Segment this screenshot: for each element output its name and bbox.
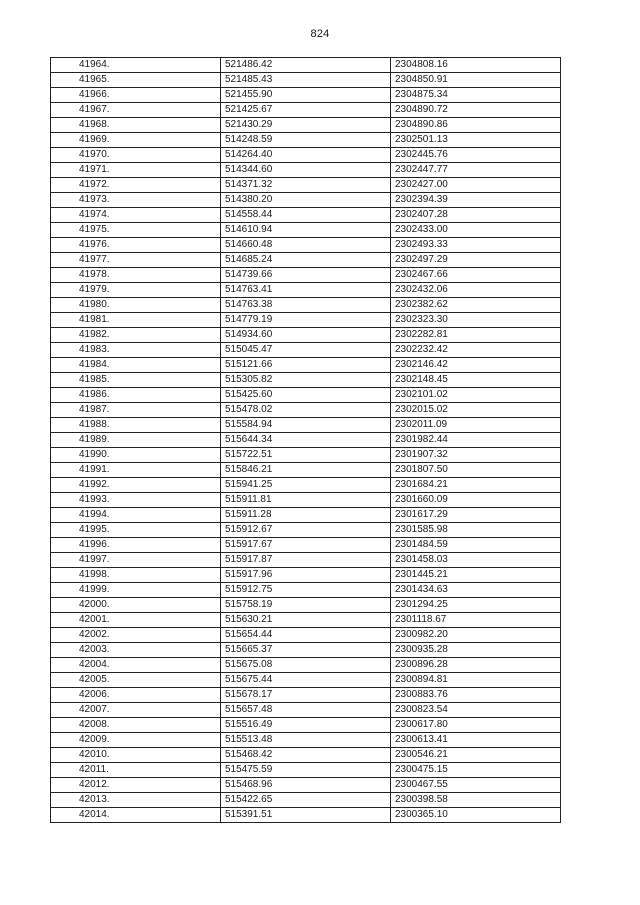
point-number-cell: 42002. [51, 628, 221, 643]
x-coordinate-cell: 515722.51 [221, 448, 391, 463]
y-coordinate-cell: 2302101.02 [391, 388, 561, 403]
point-number-cell: 42014. [51, 808, 221, 823]
table-row [51, 223, 561, 238]
point-number-cell: 41999. [51, 583, 221, 598]
point-number-cell: 42010. [51, 748, 221, 763]
point-number-cell: 41974. [51, 208, 221, 223]
y-coordinate-cell: 2301458.03 [391, 553, 561, 568]
y-coordinate-cell: 2302232.42 [391, 343, 561, 358]
y-coordinate-cell: 2301982.44 [391, 433, 561, 448]
x-coordinate-cell: 515045.47 [221, 343, 391, 358]
y-coordinate-cell: 2300617.80 [391, 718, 561, 733]
y-coordinate-cell: 2302447.77 [391, 163, 561, 178]
y-coordinate-cell: 2300546.21 [391, 748, 561, 763]
point-number-cell: 41990. [51, 448, 221, 463]
table-row [51, 238, 561, 253]
point-number-cell: 41980. [51, 298, 221, 313]
y-coordinate-cell: 2300894.81 [391, 673, 561, 688]
y-coordinate-cell: 2300613.41 [391, 733, 561, 748]
table-row [51, 253, 561, 268]
point-number-cell: 42012. [51, 778, 221, 793]
point-number-cell: 42009. [51, 733, 221, 748]
y-coordinate-cell: 2304890.86 [391, 118, 561, 133]
table-row [51, 628, 561, 643]
x-coordinate-cell: 515478.02 [221, 403, 391, 418]
table-row [51, 733, 561, 748]
table-row [51, 463, 561, 478]
point-number-cell: 41970. [51, 148, 221, 163]
y-coordinate-cell: 2302501.13 [391, 133, 561, 148]
x-coordinate-cell: 514739.66 [221, 268, 391, 283]
y-coordinate-cell: 2302497.29 [391, 253, 561, 268]
point-number-cell: 41964. [51, 58, 221, 73]
point-number-cell: 41984. [51, 358, 221, 373]
x-coordinate-cell: 515657.48 [221, 703, 391, 718]
table-row [51, 643, 561, 658]
point-number-cell: 41995. [51, 523, 221, 538]
table-row [51, 298, 561, 313]
table-row [51, 73, 561, 88]
point-number-cell: 41972. [51, 178, 221, 193]
table-row [51, 358, 561, 373]
table-row [51, 553, 561, 568]
y-coordinate-cell: 2302148.45 [391, 373, 561, 388]
x-coordinate-cell: 514779.19 [221, 313, 391, 328]
y-coordinate-cell: 2304875.34 [391, 88, 561, 103]
table-row [51, 388, 561, 403]
y-coordinate-cell: 2301660.09 [391, 493, 561, 508]
point-number-cell: 41997. [51, 553, 221, 568]
table-row [51, 793, 561, 808]
y-coordinate-cell: 2302493.33 [391, 238, 561, 253]
point-number-cell: 41979. [51, 283, 221, 298]
point-number-cell: 42003. [51, 643, 221, 658]
x-coordinate-cell: 515584.94 [221, 418, 391, 433]
x-coordinate-cell: 515513.48 [221, 733, 391, 748]
x-coordinate-cell: 515468.42 [221, 748, 391, 763]
y-coordinate-cell: 2304890.72 [391, 103, 561, 118]
table-row [51, 178, 561, 193]
point-number-cell: 42007. [51, 703, 221, 718]
point-number-cell: 41971. [51, 163, 221, 178]
y-coordinate-cell: 2300823.54 [391, 703, 561, 718]
x-coordinate-cell: 514610.94 [221, 223, 391, 238]
table-row [51, 778, 561, 793]
point-number-cell: 42011. [51, 763, 221, 778]
table-row [51, 718, 561, 733]
x-coordinate-cell: 514248.59 [221, 133, 391, 148]
x-coordinate-cell: 515475.59 [221, 763, 391, 778]
table-row [51, 538, 561, 553]
point-number-cell: 41978. [51, 268, 221, 283]
x-coordinate-cell: 515846.21 [221, 463, 391, 478]
point-number-cell: 42001. [51, 613, 221, 628]
x-coordinate-cell: 515917.87 [221, 553, 391, 568]
point-number-cell: 41968. [51, 118, 221, 133]
point-number-cell: 41977. [51, 253, 221, 268]
table-row [51, 193, 561, 208]
x-coordinate-cell: 515917.96 [221, 568, 391, 583]
x-coordinate-cell: 515654.44 [221, 628, 391, 643]
table-row [51, 583, 561, 598]
x-coordinate-cell: 515911.28 [221, 508, 391, 523]
x-coordinate-cell: 515644.34 [221, 433, 391, 448]
y-coordinate-cell: 2301585.98 [391, 523, 561, 538]
point-number-cell: 42000. [51, 598, 221, 613]
table-row [51, 403, 561, 418]
y-coordinate-cell: 2301294.25 [391, 598, 561, 613]
point-number-cell: 41985. [51, 373, 221, 388]
x-coordinate-cell: 515912.67 [221, 523, 391, 538]
x-coordinate-cell: 514380.20 [221, 193, 391, 208]
x-coordinate-cell: 514660.48 [221, 238, 391, 253]
table-row [51, 328, 561, 343]
y-coordinate-cell: 2300883.76 [391, 688, 561, 703]
point-number-cell: 41987. [51, 403, 221, 418]
y-coordinate-cell: 2302432.06 [391, 283, 561, 298]
point-number-cell: 41975. [51, 223, 221, 238]
table-row [51, 763, 561, 778]
x-coordinate-cell: 515305.82 [221, 373, 391, 388]
y-coordinate-cell: 2302015.02 [391, 403, 561, 418]
table-row [51, 478, 561, 493]
point-number-cell: 41983. [51, 343, 221, 358]
x-coordinate-cell: 515665.37 [221, 643, 391, 658]
point-number-cell: 42004. [51, 658, 221, 673]
table-row [51, 163, 561, 178]
page-number: 824 [310, 28, 330, 40]
table-row [51, 598, 561, 613]
table-row [51, 433, 561, 448]
table-body [51, 58, 561, 823]
table-row [51, 208, 561, 223]
table-row [51, 58, 561, 73]
table-row [51, 703, 561, 718]
x-coordinate-cell: 521485.43 [221, 73, 391, 88]
table-row [51, 658, 561, 673]
y-coordinate-cell: 2301118.67 [391, 613, 561, 628]
x-coordinate-cell: 521486.42 [221, 58, 391, 73]
x-coordinate-cell: 515758.19 [221, 598, 391, 613]
point-number-cell: 41967. [51, 103, 221, 118]
point-number-cell: 41988. [51, 418, 221, 433]
y-coordinate-cell: 2301434.63 [391, 583, 561, 598]
y-coordinate-cell: 2301484.59 [391, 538, 561, 553]
point-number-cell: 41982. [51, 328, 221, 343]
point-number-cell: 41992. [51, 478, 221, 493]
x-coordinate-cell: 515917.67 [221, 538, 391, 553]
y-coordinate-cell: 2302427.00 [391, 178, 561, 193]
table-row [51, 313, 561, 328]
y-coordinate-cell: 2301445.21 [391, 568, 561, 583]
x-coordinate-cell: 515912.75 [221, 583, 391, 598]
x-coordinate-cell: 514763.41 [221, 283, 391, 298]
y-coordinate-cell: 2301617.29 [391, 508, 561, 523]
y-coordinate-cell: 2300398.58 [391, 793, 561, 808]
table-row [51, 373, 561, 388]
y-coordinate-cell: 2304850.91 [391, 73, 561, 88]
table-row [51, 418, 561, 433]
table-row [51, 748, 561, 763]
point-number-cell: 41998. [51, 568, 221, 583]
x-coordinate-cell: 514685.24 [221, 253, 391, 268]
x-coordinate-cell: 515425.60 [221, 388, 391, 403]
point-number-cell: 41976. [51, 238, 221, 253]
x-coordinate-cell: 515391.51 [221, 808, 391, 823]
y-coordinate-cell: 2301907.32 [391, 448, 561, 463]
x-coordinate-cell: 514371.32 [221, 178, 391, 193]
x-coordinate-cell: 521455.90 [221, 88, 391, 103]
table-row [51, 613, 561, 628]
coordinates-table [50, 57, 561, 823]
y-coordinate-cell: 2302467.66 [391, 268, 561, 283]
y-coordinate-cell: 2302323.30 [391, 313, 561, 328]
x-coordinate-cell: 514763.38 [221, 298, 391, 313]
x-coordinate-cell: 521425.67 [221, 103, 391, 118]
x-coordinate-cell: 515675.44 [221, 673, 391, 688]
point-number-cell: 41993. [51, 493, 221, 508]
table-row [51, 808, 561, 823]
y-coordinate-cell: 2302433.00 [391, 223, 561, 238]
x-coordinate-cell: 514344.60 [221, 163, 391, 178]
point-number-cell: 42013. [51, 793, 221, 808]
y-coordinate-cell: 2300467.55 [391, 778, 561, 793]
point-number-cell: 42006. [51, 688, 221, 703]
table-row [51, 268, 561, 283]
x-coordinate-cell: 515911.81 [221, 493, 391, 508]
point-number-cell: 41989. [51, 433, 221, 448]
x-coordinate-cell: 515422.65 [221, 793, 391, 808]
x-coordinate-cell: 515468.96 [221, 778, 391, 793]
y-coordinate-cell: 2300896.28 [391, 658, 561, 673]
point-number-cell: 41966. [51, 88, 221, 103]
point-number-cell: 41996. [51, 538, 221, 553]
x-coordinate-cell: 515941.25 [221, 478, 391, 493]
table-row [51, 448, 561, 463]
point-number-cell: 41986. [51, 388, 221, 403]
y-coordinate-cell: 2302445.76 [391, 148, 561, 163]
table-row [51, 508, 561, 523]
x-coordinate-cell: 515675.08 [221, 658, 391, 673]
table-row [51, 103, 561, 118]
x-coordinate-cell: 514264.40 [221, 148, 391, 163]
table-row [51, 118, 561, 133]
y-coordinate-cell: 2302011.09 [391, 418, 561, 433]
y-coordinate-cell: 2302282.81 [391, 328, 561, 343]
table-row [51, 568, 561, 583]
y-coordinate-cell: 2302146.42 [391, 358, 561, 373]
y-coordinate-cell: 2301684.21 [391, 478, 561, 493]
point-number-cell: 41973. [51, 193, 221, 208]
point-number-cell: 41965. [51, 73, 221, 88]
y-coordinate-cell: 2302407.28 [391, 208, 561, 223]
table-row [51, 493, 561, 508]
point-number-cell: 41981. [51, 313, 221, 328]
y-coordinate-cell: 2302394.39 [391, 193, 561, 208]
y-coordinate-cell: 2300982.20 [391, 628, 561, 643]
x-coordinate-cell: 514558.44 [221, 208, 391, 223]
y-coordinate-cell: 2304808.16 [391, 58, 561, 73]
x-coordinate-cell: 515121.66 [221, 358, 391, 373]
y-coordinate-cell: 2300935.28 [391, 643, 561, 658]
table-row [51, 88, 561, 103]
y-coordinate-cell: 2300365.10 [391, 808, 561, 823]
point-number-cell: 41969. [51, 133, 221, 148]
y-coordinate-cell: 2300475.15 [391, 763, 561, 778]
table-row [51, 148, 561, 163]
table-row [51, 283, 561, 298]
table-row [51, 133, 561, 148]
table-row [51, 688, 561, 703]
x-coordinate-cell: 515678.17 [221, 688, 391, 703]
table-row [51, 673, 561, 688]
table-row [51, 343, 561, 358]
point-number-cell: 41994. [51, 508, 221, 523]
y-coordinate-cell: 2301807.50 [391, 463, 561, 478]
x-coordinate-cell: 521430.29 [221, 118, 391, 133]
x-coordinate-cell: 515516.49 [221, 718, 391, 733]
point-number-cell: 42008. [51, 718, 221, 733]
x-coordinate-cell: 514934.60 [221, 328, 391, 343]
y-coordinate-cell: 2302382.62 [391, 298, 561, 313]
x-coordinate-cell: 515630.21 [221, 613, 391, 628]
point-number-cell: 42005. [51, 673, 221, 688]
table-row [51, 523, 561, 538]
point-number-cell: 41991. [51, 463, 221, 478]
